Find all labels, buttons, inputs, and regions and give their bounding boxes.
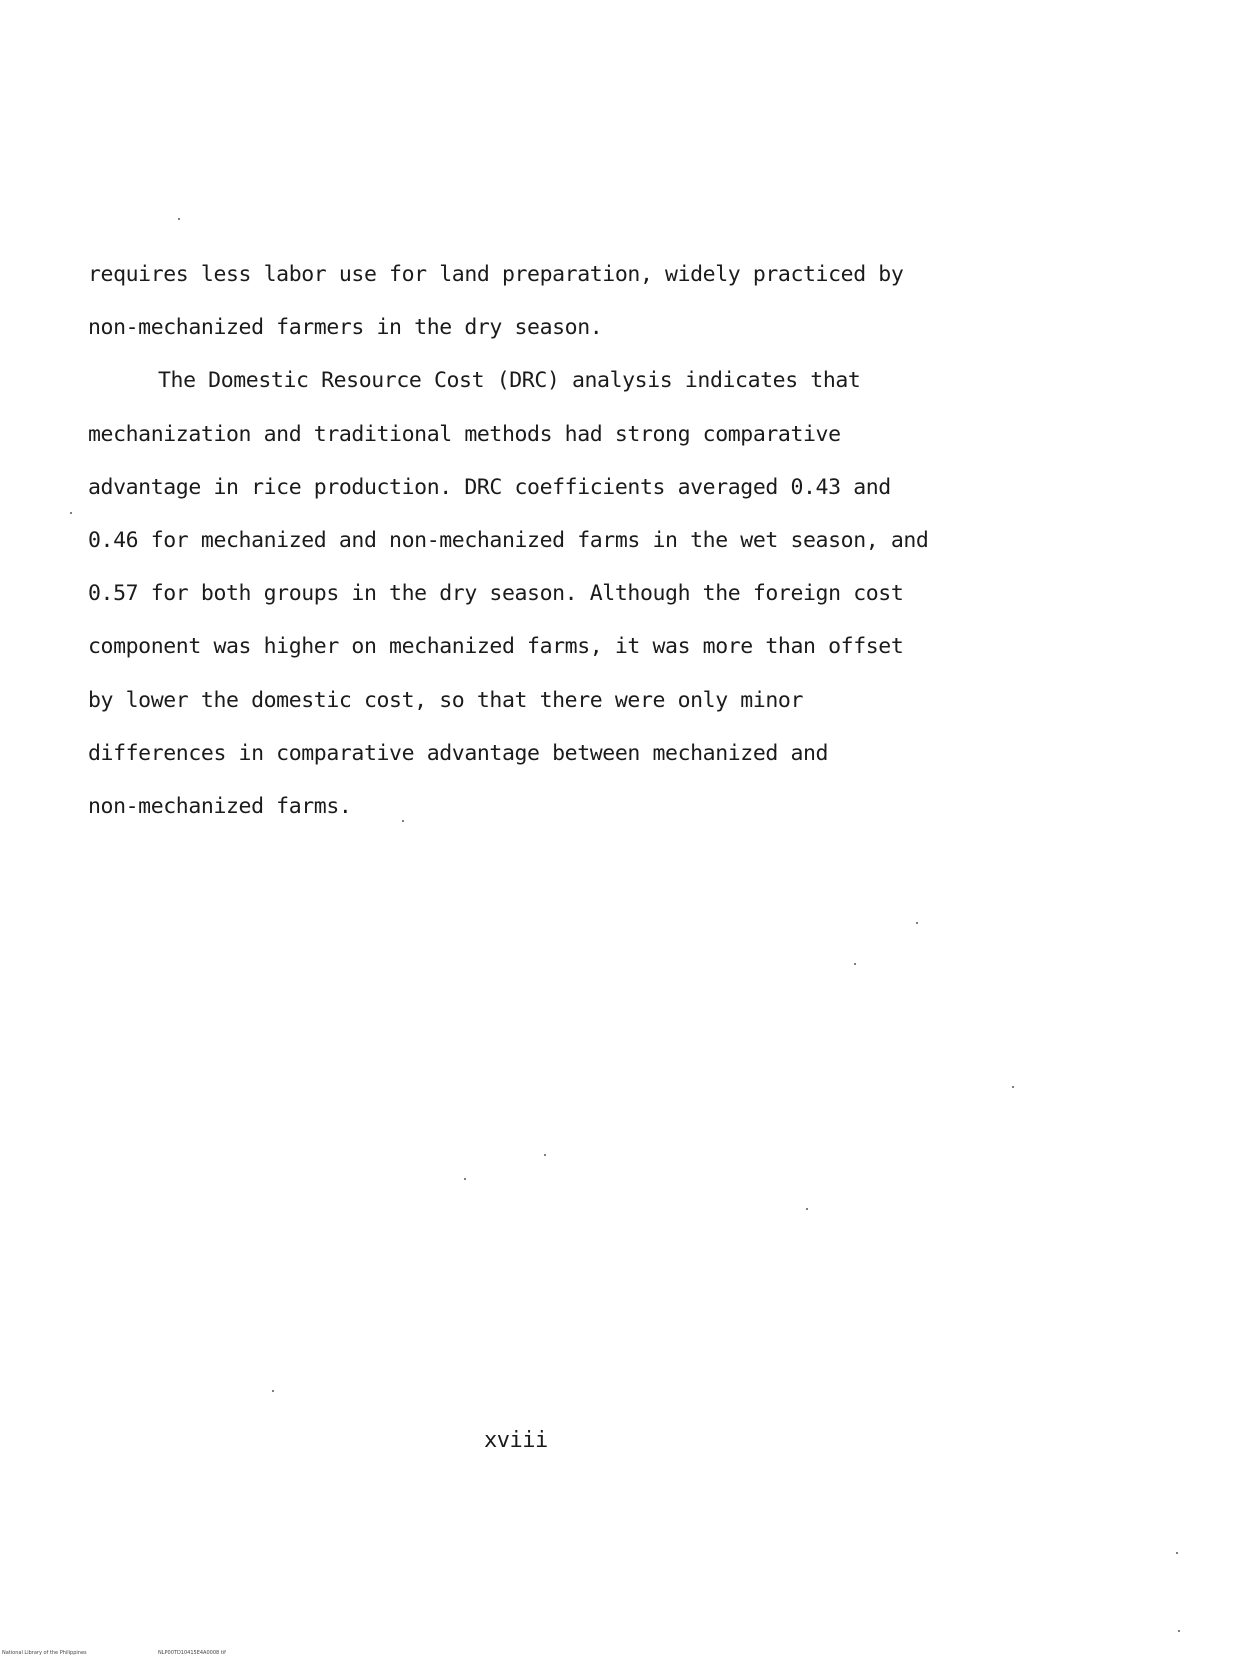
scan-speck	[70, 512, 72, 514]
scan-speck	[544, 1154, 546, 1156]
paragraph-2-line-5: 0.57 for both groups in the dry season. Although the foreign cost	[88, 581, 904, 607]
scan-speck	[806, 1208, 808, 1210]
paragraph-2-line-8: differences in comparative advantage between mechanized and	[88, 740, 829, 766]
paragraph-2-line-2: mechanization and traditional methods had strong comparative	[88, 421, 841, 447]
scan-speck	[1178, 1630, 1180, 1632]
scan-speck	[178, 218, 180, 220]
scan-speck	[402, 820, 404, 822]
scan-speck	[916, 922, 918, 924]
scan-speck	[464, 1178, 466, 1180]
scan-speck	[1176, 1552, 1178, 1554]
scan-speck	[1012, 1086, 1014, 1088]
paragraph-2-line-7: by lower the domestic cost, so that there were only minor	[88, 687, 804, 713]
paragraph-2-line-4: 0.46 for mechanized and non-mechanized farms in the wet season, and	[88, 528, 929, 554]
scan-speck	[272, 1390, 274, 1392]
footer-file-code: NLP00TD10415E4A0008 tif	[158, 1650, 226, 1656]
scan-speck	[854, 963, 856, 965]
paragraph-1-line-2: non-mechanized farmers in the dry season.	[88, 315, 603, 341]
paragraph-1-line-1: requires less labor use for land preparation, widely practiced by	[88, 262, 904, 287]
page-number: xviii	[484, 1428, 548, 1453]
paragraph-2-line-1: The Domestic Resource Cost (DRC) analysis indicates that	[158, 368, 861, 394]
paragraph-2-line-3: advantage in rice production. DRC coefficients averaged 0.43 and	[88, 474, 891, 500]
body-text	[88, 248, 988, 833]
paragraph-2-line-9: non-mechanized farms.	[88, 794, 352, 820]
paragraph-2-line-6: component was higher on mechanized farms, it was more than offset	[88, 634, 904, 660]
footer-library-label: National Library of the Philippines	[2, 1650, 87, 1656]
